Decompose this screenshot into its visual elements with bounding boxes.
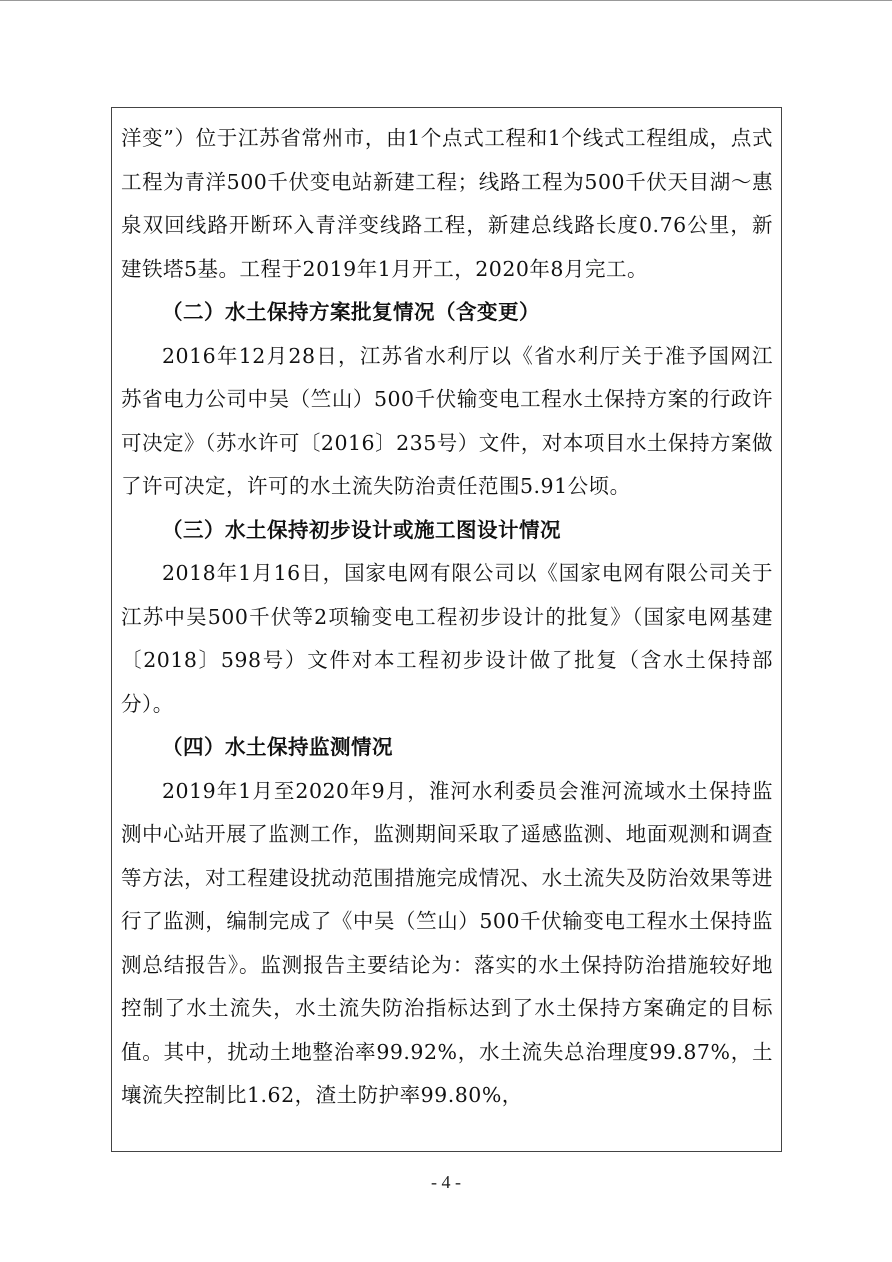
document-body xyxy=(121,117,773,1118)
heading-preliminary-design: （三）水土保持初步设计或施工图设计情况 xyxy=(162,517,561,542)
paragraph-project-location: 洋变”）位于江苏省常州市，由1个点式工程和1个线式工程组成，点式工程为青洋500千伏变电站新建工程；线路工程为500千伏天目湖～惠泉双回线路开断环入青洋变线路工程，新建总线路长度0.76公里，新建铁塔5基。工程于2019年1月开工，2020年8月完工。 xyxy=(121,126,773,281)
top-border-line xyxy=(0,0,892,1)
paragraph-preliminary-design: 2018年1月16日，国家电网有限公司以《国家电网有限公司关于江苏中吴500千伏等2项输变电工程初步设计的批复》（国家电网基建〔2018〕598号）文件对本工程初步设计做了批复（含水土保持部分）。 xyxy=(121,561,773,716)
paragraph-monitoring: 2019年1月至2020年9月，淮河水利委员会淮河流域水土保持监测中心站开展了监测工作，监测期间采取了遥感监测、地面观测和调查等方法，对工程建设扰动范围措施完成情况、水土流失及防治效果等进行了监测，编制完成了《中吴（竺山）500千伏输变电工程水土保持监测总结报告》。监测报告主要结论为：落实的水土保持防治措施较好地控制了水土流失，水土流失防治指标达到了水土保持方案确定的目标值。其中，扰动土地整治率99.92%，水土流失总治理度99.87%，土壤流失控制比1.62，渣土防护率99.80%， xyxy=(121,778,773,1107)
heading-monitoring: （四）水土保持监测情况 xyxy=(162,735,393,759)
page-number: - 4 - xyxy=(431,1172,461,1192)
heading-plan-approval: （二）水土保持方案批复情况（含变更） xyxy=(162,300,540,324)
paragraph-plan-approval: 2016年12月28日，江苏省水利厅以《省水利厅关于准予国网江苏省电力公司中吴（竺山）500千伏输变电工程水土保持方案的行政许可决定》（苏水许可〔2016〕235号）文件，对本项目水土保持方案做了许可决定，许可的水土流失防治责任范围5.91公顷。 xyxy=(121,343,773,498)
